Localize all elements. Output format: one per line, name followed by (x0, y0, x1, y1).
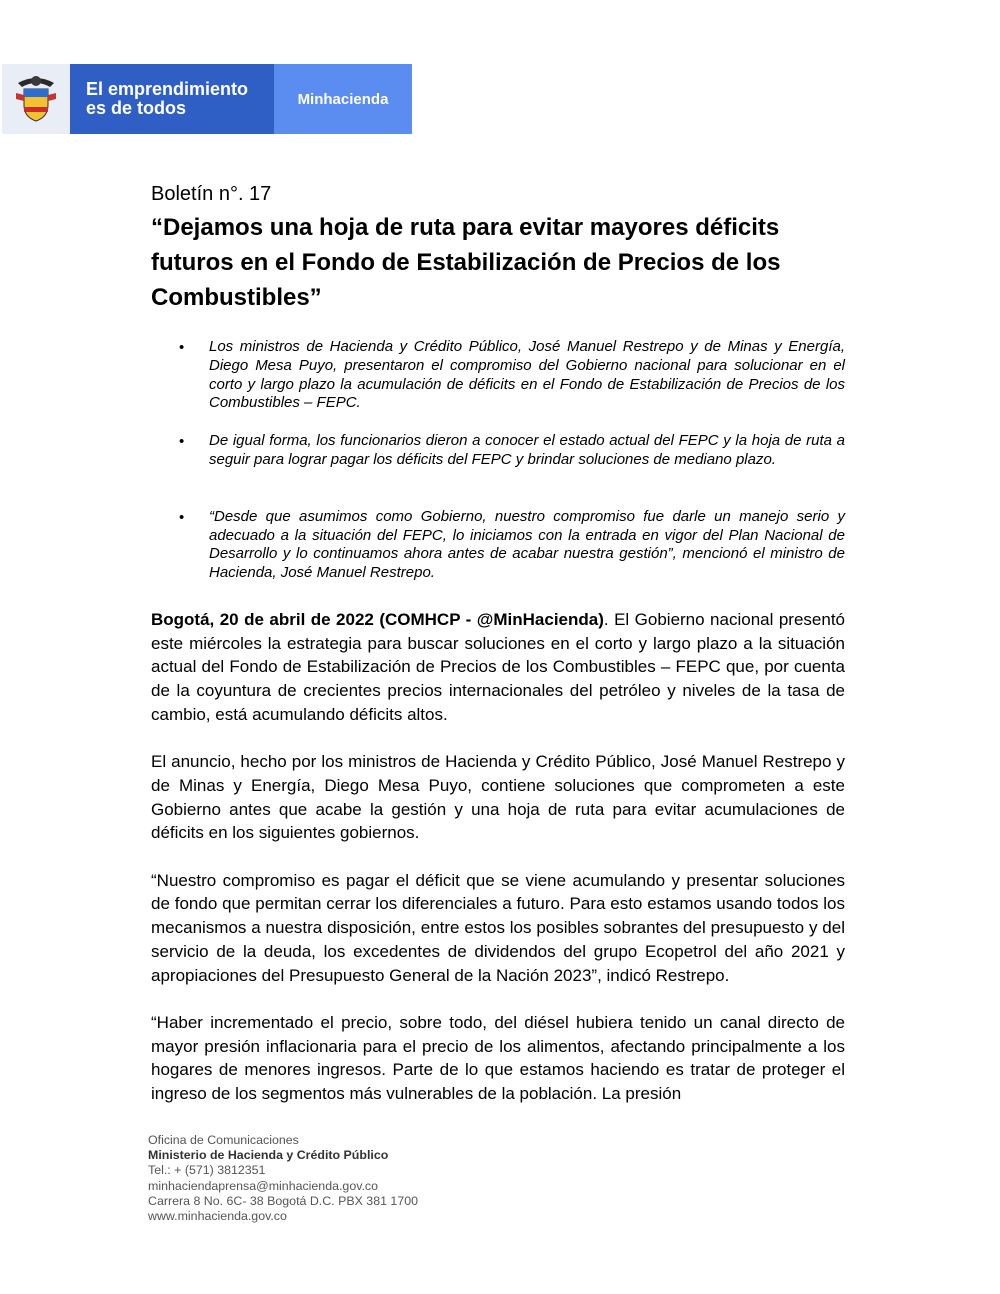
bullet-icon: • (179, 339, 185, 356)
footer-email: minhaciendaprensa@minhacienda.gov.co (148, 1178, 379, 1193)
summary-bullets (151, 338, 845, 583)
footer-office: Oficina de Comunicaciones (148, 1133, 299, 1147)
paragraph: “Nuestro compromiso es pagar el déficit que se viene acumulando y presentar soluciones de fondo que permitan cerrar los diferenciales a futuro. Para esto estamos usando todos los mecanismos a nuestra disposición, entre estos los posibles sobrantes del presupuesto y del servicio de la deuda, los excedentes de dividendos del grupo Ecopetrol del año 2021 y apropiaciones del Presupuesto General de la Nación 2023”, indicó Restrepo. (151, 870, 845, 985)
bullet-text: Los ministros de Hacienda y Crédito Público, José Manuel Restrepo y de Minas y Energía, Diego Mesa Puyo, presentaron el compromiso del Gobierno nacional para solucionar en el corto y largo plazo la acumulación de déficits en el Fondo de Estabilización de Precios de los Combustibles – FEPC. (209, 338, 845, 412)
bullet-item (151, 432, 845, 470)
bullet-text: De igual forma, los funcionarios dieron a conocer el estado actual del FEPC y la hoja de ruta a seguir para lograr pagar los déficits del FEPC y brindar soluciones de mediano plazo. (209, 432, 845, 468)
slogan-line-2: es de todos (86, 98, 187, 118)
bullet-icon: • (179, 508, 185, 526)
paragraph: “Haber incrementado el precio, sobre todo, del diésel hubiera tenido un canal directo de mayor presión inflacionaria para el precio de los alimentos, afectando principalmente a los hogares de menores ingresos. Parte de lo que estamos haciendo es tratar de proteger el ingreso de los segmentos más vulnerables de la población. La presión (151, 1012, 845, 1104)
footer-ministry: Ministerio de Hacienda y Crédito Público (148, 1148, 389, 1163)
footer-website: www.minhacienda.gov.co (148, 1209, 287, 1224)
footer-address: Carrera 8 No. 6C- 38 Bogotá D.C. PBX 381 1700 (148, 1193, 418, 1208)
bulletin-number: Boletín n°. 17 (151, 183, 272, 205)
paragraph: El anuncio, hecho por los ministros de Hacienda y Crédito Público, José Manuel Restrepo y de Minas y Energía, Diego Mesa Puyo, contiene soluciones que comprometen a este Gobierno antes que acabe la gestión y una hoja de ruta para evitar acumulaciones de déficits en los siguientes gobiernos. (151, 752, 845, 843)
footer-contact (148, 1133, 418, 1224)
bullet-icon: • (179, 433, 185, 451)
header-logo (2, 64, 412, 134)
slogan-panel (2, 64, 274, 134)
bullet-text: “Desde que asumimos como Gobierno, nuestro compromiso fue darle un manejo serio y adecuado a la situación del FEPC, lo iniciamos con la entrada en vigor del Plan Nacional de Desarrollo y lo continuamos ahora antes de acabar nuestra gestión”, mencionó el ministro de Hacienda, José Manuel Restrepo. (209, 507, 845, 582)
headline: “Dejamos una hoja de ruta para evitar mayores déficits futuros en el Fondo de Estabilización de Precios de los Combustibles” (151, 214, 781, 311)
article-body (151, 608, 845, 1106)
dateline: Bogotá, 20 de abril de 2022 (COMHCP - @MinHacienda) (151, 610, 604, 629)
slogan-line-1: El emprendimiento (86, 79, 249, 99)
paragraph (151, 608, 845, 727)
slogan (70, 80, 248, 118)
brand-minhacienda: Minhacienda (274, 64, 412, 134)
coat-of-arms-icon (2, 64, 70, 134)
bullet-item (151, 338, 845, 413)
bullet-item (151, 508, 845, 583)
paragraph-text: . El Gobierno nacional presentó este miércoles la estrategia para buscar soluciones en el corto y largo plazo a la situación actual del Fondo de Estabilización de Precios de los Combustibles – FEPC que, por cuenta de la coyuntura de crecientes precios internacionales del petróleo y niveles de la tasa de cambio, está acumulando déficits altos. (151, 610, 845, 724)
footer-phone: Tel.: + (571) 3812351 (148, 1163, 266, 1178)
